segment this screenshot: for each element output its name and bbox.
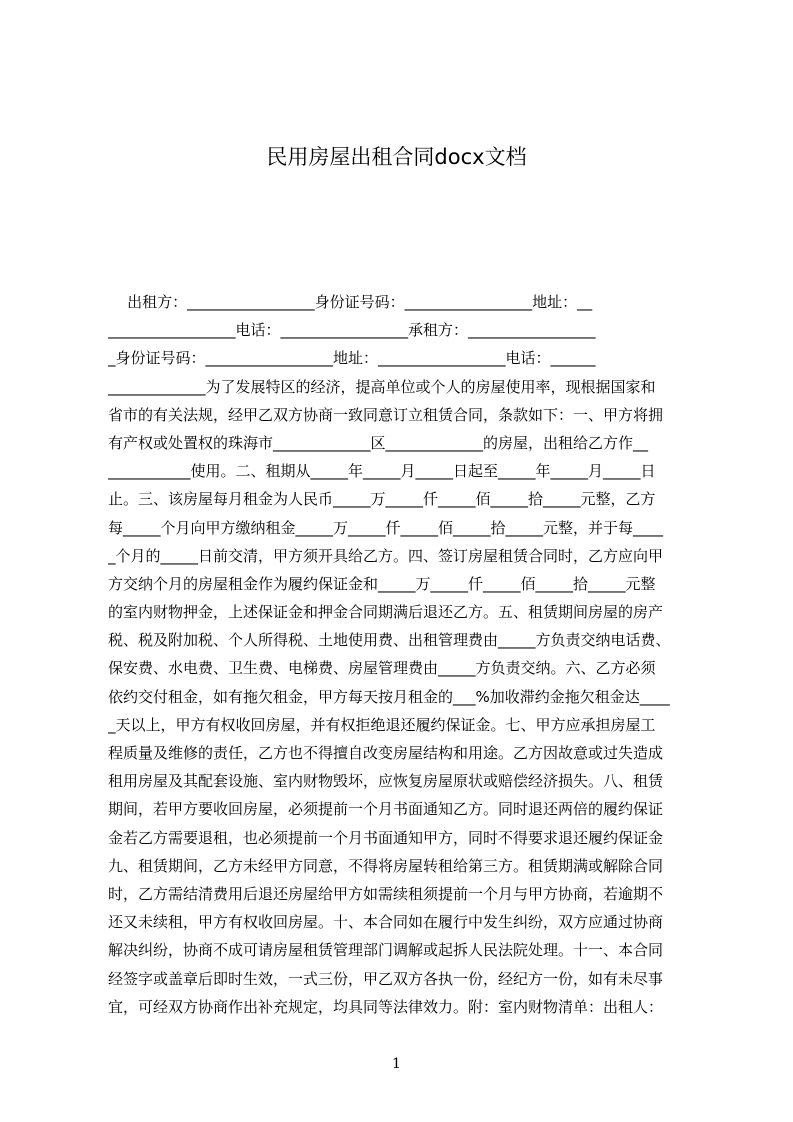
- contract-body: [108, 288, 698, 1021]
- body-line: 每_____个月向甲方缴纳租金_____万_____仟_____佰_____拾_____元整，并于每____: [108, 518, 664, 537]
- body-line: 还又未续租，甲方有权收回房屋。十、本合同如在履行中发生纠纷，双方应通过协商: [108, 913, 664, 932]
- page-title: 民用房屋出租合同docx文档: [266, 145, 527, 169]
- body-line: _个月的_____日前交清，甲方须开具给乙方。四、签订房屋租赁合同时，乙方应向甲: [108, 546, 664, 565]
- body-line: 程质量及维修的责任，乙方也不得擅自改变房屋结构和用途。乙方因故意或过失造成: [108, 744, 664, 762]
- body-line: 金若乙方需要退租，也必须提前一个月书面通知甲方，同时不得要求退还履约保证金: [108, 828, 664, 847]
- body-line: 方交纳个月的房屋租金作为履约保证金和_____万_____仟_____佰_____拾_____元整: [108, 574, 656, 593]
- body-line: _身份证号码：_________________地址：_________________电话：______: [108, 349, 596, 368]
- body-line: 止。三、该房屋每月租金为人民币_____万_____仟_____佰_____拾_____元整，乙方: [108, 490, 656, 509]
- body-line: 省市的有关法规，经甲乙双方协商一致同意订立租赁合同，条款如下：一、甲方将拥: [108, 405, 664, 424]
- body-line: 期间，若甲方要收回房屋，必须提前一个月书面通知乙方。同时退还两倍的履约保证: [108, 800, 664, 819]
- body-line: 有产权或处置权的珠海市_____________区_____________的房屋，出租给乙方作__: [108, 433, 649, 452]
- body-line: 经签字或盖章后即时生效，一式三份，甲乙双方各执一份，经纪方一份，如有未尽事: [108, 969, 664, 988]
- body-line: 解决纠纷，协商不成可请房屋租赁管理部门调解或起拆人民法院处理。十一、本合同: [108, 941, 664, 960]
- body-line: 时，乙方需结清费用后退还房屋给甲方如需续租须提前一个月与甲方协商，若逾期不: [108, 884, 664, 903]
- body-line: _________________电话：_________________承租方：_________________: [108, 321, 596, 340]
- body-line: 出租方：_________________身份证号码：_________________地址：__: [108, 293, 593, 311]
- body-line: _天以上，甲方有权收回房屋，并有权拒绝退还履约保证金。七、甲方应承担房屋工: [108, 715, 656, 734]
- body-line: 依约交付租金，如有拖欠租金，甲方每天按月租金的___%加收滞约金拖欠租金达____: [108, 687, 670, 706]
- body-line: 保安费、水电费、卫生费、电梯费、房屋管理费由_____方负责交纳。六、乙方必须: [108, 659, 656, 678]
- body-line: 九、租赁期间，乙方未经甲方同意，不得将房屋转租给第三方。租赁期满或解除合同: [108, 856, 664, 875]
- body-line: 税、税及附加税、个人所得税、土地使用费、出租管理费由_____方负责交纳电话费、: [108, 631, 671, 650]
- page-number: 1: [392, 1056, 401, 1072]
- body-line: 租用房屋及其配套设施、室内财物毁坏，应恢复房屋原状或赔偿经济损失。八、租赁: [108, 772, 664, 791]
- body-line: 宜，可经双方协商作出补充规定，均具同等法律效力。附：室内财物清单：出租人：: [108, 997, 664, 1016]
- body-line: ___________使用。二、租期从_____年_____月_____日起至_____年_____月_____日: [108, 462, 656, 481]
- body-line: 的室内财物押金，上述保证金和押金合同期满后退还乙方。五、租赁期间房屋的房产: [108, 603, 664, 622]
- body-line: _____________为了发展特区的经济，提高单位或个人的房屋使用率，现根据国家和: [108, 377, 656, 396]
